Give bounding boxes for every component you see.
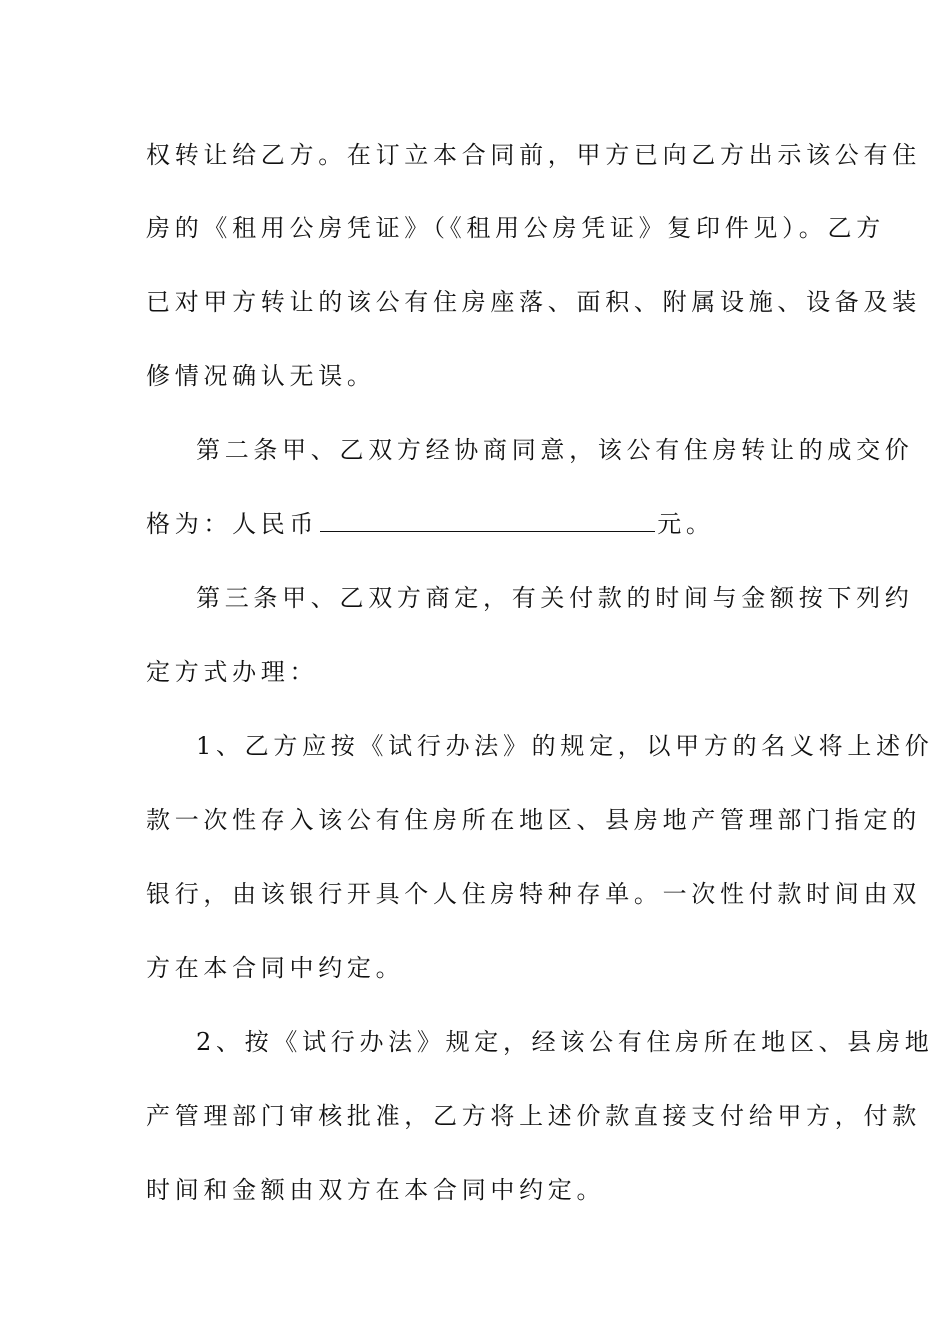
clause-1-line-1: 1、乙方应按《试行办法》的规定，以甲方的名义将上述价	[196, 732, 934, 760]
clause-1-line-3: 银行，由该银行开具个人住房特种存单。一次性付款时间由双	[146, 880, 921, 908]
paragraph-1-line-3: 已对甲方转让的该公有住房座落、面积、附属设施、设备及装	[146, 288, 921, 316]
clause-2-line-1: 2、按《试行办法》规定，经该公有住房所在地区、县房地	[196, 1028, 934, 1056]
price-unit: 元。	[657, 510, 715, 538]
clause-2-line-2: 产管理部门审核批准，乙方将上述价款直接支付给甲方，付款	[146, 1102, 921, 1130]
clause-2-line-3: 时间和金额由双方在本合同中约定。	[146, 1176, 606, 1204]
price-blank	[320, 509, 655, 532]
paragraph-1-line-2: 房的《租用公房凭证》（《租用公房凭证》复印件见）。乙方	[146, 214, 885, 242]
price-label: 格为：人民币	[146, 510, 319, 538]
article-2-line-1: 第二条甲、乙双方经协商同意，该公有住房转让的成交价	[196, 436, 914, 464]
article-3-line-2: 定方式办理：	[146, 658, 319, 686]
article-3-line-1: 第三条甲、乙双方商定，有关付款的时间与金额按下列约	[196, 584, 914, 612]
paragraph-1-line-1: 权转让给乙方。在订立本合同前，甲方已向乙方出示该公有住	[146, 141, 921, 169]
article-2-line-2	[146, 504, 806, 544]
paragraph-1-line-4: 修情况确认无误。	[146, 362, 376, 390]
clause-1-line-4: 方在本合同中约定。	[146, 954, 405, 982]
clause-1-line-2: 款一次性存入该公有住房所在地区、县房地产管理部门指定的	[146, 806, 921, 834]
